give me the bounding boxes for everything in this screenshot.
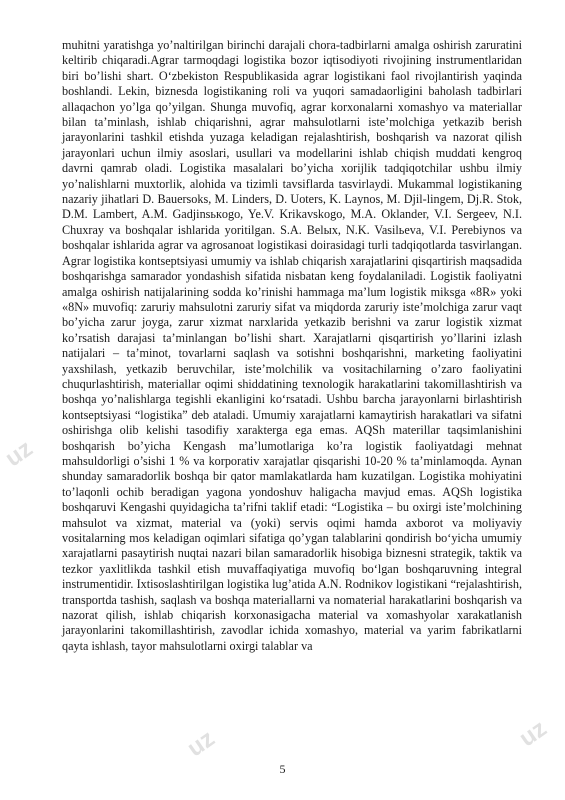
page-number: 5 [279,762,286,776]
watermark: uz [514,714,552,753]
body-text [62,38,522,654]
body-paragraph: muhitni yaratishga yo’naltirilgan birinchi darajali chora-tadbirlarni amalga oshirish zaruratini keltirib chiqaradi.Agrar tarmoqdagi logistika bozor iqtisodiyoti rivojining instrumentlaridan biri bo’lishi shart. O‘zbekiston Respublikasida agrar logistikani faol rivojlantirish yaqinda boshlandi. Lekin, biznesda logistikaning roli va yuqori samadaorligini baholash tadbirlari allaqachon yo’lga qo’yilgan. Shunga muvofiq, agrar korxonalarni xomashyo va materiallar bilan ta’minlash, ishlab chiqarishni, agrar mahsulotlarni iste’molchiga yetkazib berish jarayonlarini tashkil etishda yuzaga keladigan rejalashtirish, boshqarish va nazorat qilish jarayonlari uchun ilmiy asoslari, usullari va modellarini ishlab chiqish muddati kengroq davrni qamrab oladi. Logistika masalalari bo’yicha xorijlik tadqiqotchilar ushbu ilmiy yo’nalishlarni muxtorlik, alohida va tizimli tavsiflarda tasvirlaydi. Mukammal logistikaning nazariy jihatlari D. Bauersoks, M. Linders, D. Uoters, K. Laynos, M. Djil-lingem, Dj.R. Stok, D.M. Lambert, A.M. Gadjinsькogo, Ye.V. Krikavskogo, M.A. Oklander, V.I. Sergeev, N.I. Chuxray va boshqalar ishlarida yoritilgan. S.A. Belых, N.K. Vasilьeva, V.I. Perebiynos va boshqalar ishlarida agrar va agrosanoat logistikasi doirasidagi turli tadqiqotlarda tasvirlangan. Agrar logistika kontseptsiyasi umumiy va ishlab chiqarish xarajatlarini qisqartirish maqsadida boshqarishga samarador yondashish sifatida nisbatan keng foydalaniladi. Logistik faoliyatni amalga oshirish natijalarining sodda ko’rinishi hammaga ma’lum logistik miksga «8R» yoki «8N» muvofiq: zaruriy mahsulotni zaruriy sifat va miqdorda zaruriy iste’molchiga zarur vaqt bo’yicha zarur joyga, zarur xizmat narxlarida yetkazib berishni va zarur logistik xizmat ko’rsatish darajasi ta’minlangan bo’lishi shart. Xarajatlarni qisqartirish yo’llarini izlash natijalari – ta’minot, tovarlarni saqlash va sotishni boshqarishni, marketing faoliyatini yaxshilash, yetkazib beruvchilar, iste’molchilik va vositachilarning o’zaro faoliyatini chuqurlashtirish, materiallar oqimi shiddatining texnologik harakatlarini takomillashtirish va boshqa yo’nalishlarga tegishli ekanligini ko‘rsatadi. Ushbu barcha jarayonlarni birlashtirish kontseptsiyasi “logistika” deb ataladi. Umumiy xarajatlarni kamaytirish harakatlari va sifatni oshirishga olib kelishi tasodifiy xarakterga ega emas. AQSh materillar taqsimlanishini boshqarish bo’yicha Kengash ma’lumotlariga ko’ra logistik faoliyatdagi mehnat mahsuldorligi o’sishi 1 % va korporativ xarajatlar qisqarishi 10-20 % ta’minlamoqda. Aynan shunday samaradorlik boshqa bir qator mamlakatlarda ham kuzatilgan. Logistika mohiyatini to’laqonli ochib beradigan yagona yondoshuv haligacha mavjud emas. AQSh logistika boshqaruvi Kengashi quyidagicha ta’rifni taklif etadi: “Logistika – bu oxirgi iste’molchining mahsulot va xizmat, material va (yoki) servis oqimi hamda axborot va moliyaviy vositalarning mos keladigan oqimlari sifatiga qo’ygan talablarini qondirish bo‘yicha umumiy xarajatlarni pasaytirish nuqtai nazari bilan samaradorlik hisobiga biznesni strategik, taktik va tezkor yaxlitlikda tashkil etish muvaffaqiyatiga muvofiq bo‘lgan boshqaruvning integral instrumentidir. Ixtisoslashtirilgan logistika lug’atida A.N. Rodnikov logistikani “rejalashtirish, transportda tashish, saqlash va boshqa materiallarni va nomaterial harakatlarini boshqarish va nazorat qilish, ishlab chiqarish korxonasigacha material va xomashyolar xarakatlanish jarayonlarini takomillashtirish, zavodlar ichida xomashyo, material va yarim fabrikatlarni qayta ishlash, tayor mahsulotlarni oxirgi talablar va [62,38,522,653]
watermark: uz [182,724,220,763]
watermark: uz [0,434,38,473]
